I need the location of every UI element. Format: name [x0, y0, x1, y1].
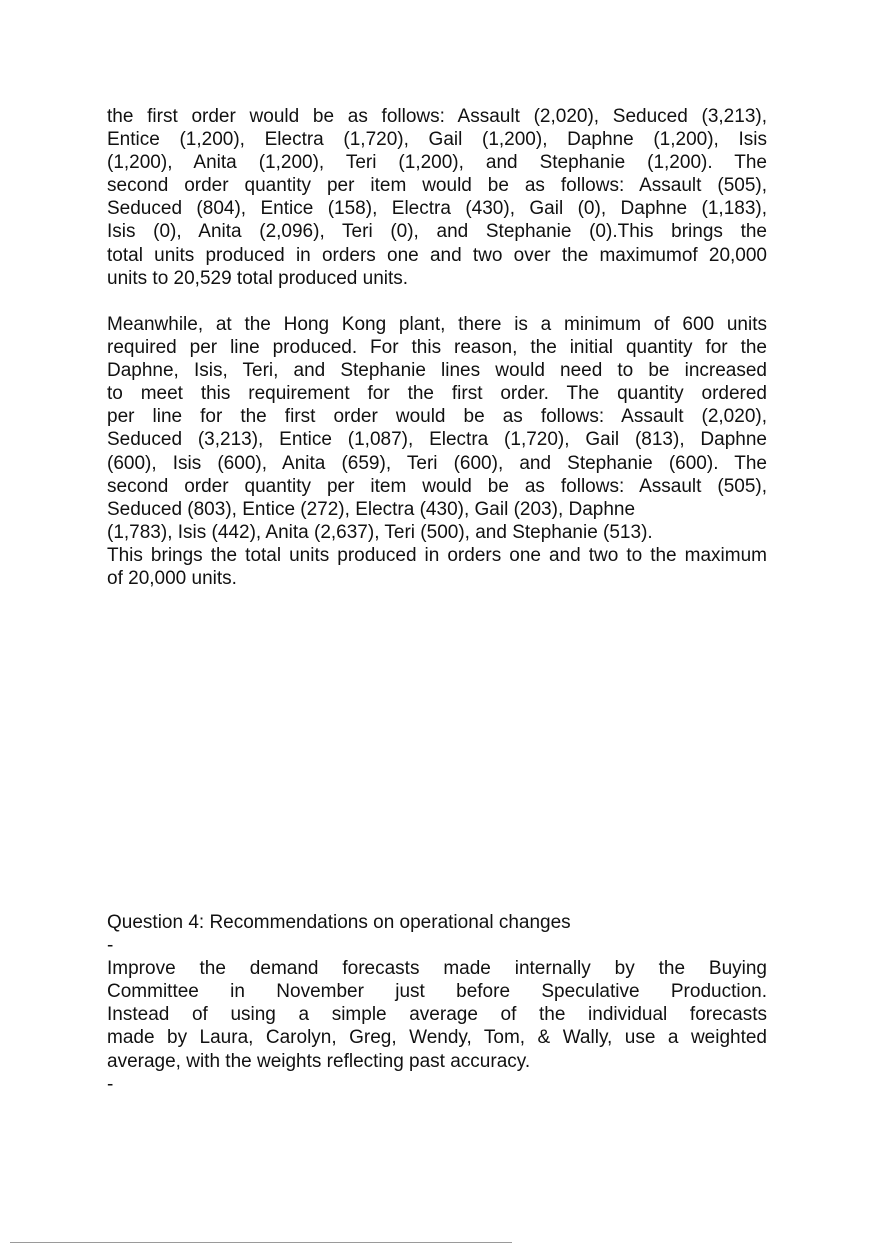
- text-line: Committee in November just before Speculative Production.: [107, 981, 767, 1003]
- text-line: (1,200), Anita (1,200), Teri (1,200), and Stephanie (1,200). The: [107, 152, 767, 174]
- bullet-dash: -: [107, 935, 114, 957]
- text-line: Seduced (803), Entice (272), Electra (430), Gail (203), Daphne: [107, 498, 636, 520]
- text-line: of 20,000 units.: [107, 568, 237, 590]
- paragraph-order-quantities: [107, 105, 767, 290]
- footer-divider: [10, 1242, 512, 1243]
- text-line: required per line produced. For this reason, the initial quantity for the: [107, 337, 767, 359]
- text-line: Seduced (804), Entice (158), Electra (430), Gail (0), Daphne (1,183),: [107, 198, 767, 220]
- text-line: per line for the first order would be as follows: Assault (2,020),: [107, 406, 767, 428]
- text-line: to meet this requirement for the first order. The quantity ordered: [107, 383, 767, 405]
- text-line: Daphne, Isis, Teri, and Stephanie lines would need to be increased: [107, 360, 767, 382]
- text-line: Improve the demand forecasts made internally by the Buying: [107, 958, 767, 980]
- question-4-section: [107, 911, 767, 1096]
- section-heading: Question 4: Recommendations on operational changes: [107, 912, 571, 933]
- text-line: This brings the total units produced in orders one and two to the maximum: [107, 544, 767, 566]
- text-line: (600), Isis (600), Anita (659), Teri (600), and Stephanie (600). The: [107, 452, 767, 474]
- text-line: Entice (1,200), Electra (1,720), Gail (1,200), Daphne (1,200), Isis: [107, 129, 767, 151]
- text-line: Isis (0), Anita (2,096), Teri (0), and Stephanie (0).This brings the: [107, 221, 767, 243]
- text-line: second order quantity per item would be as follows: Assault (505),: [107, 175, 767, 197]
- text-line: Seduced (3,213), Entice (1,087), Electra (1,720), Gail (813), Daphne: [107, 429, 767, 451]
- text-line: units to 20,529 total produced units.: [107, 267, 409, 289]
- text-line: second order quantity per item would be as follows: Assault (505),: [107, 475, 767, 497]
- text-line: Meanwhile, at the Hong Kong plant, there is a minimum of 600 units: [107, 314, 767, 335]
- bullet-dash: -: [107, 1073, 114, 1095]
- text-line: made by Laura, Carolyn, Greg, Wendy, Tom, & Wally, use a weighted: [107, 1027, 767, 1049]
- text-line: average, with the weights reflecting past accuracy.: [107, 1050, 531, 1072]
- paragraph-hong-kong-plant: [107, 313, 767, 590]
- text-line: Instead of using a simple average of the individual forecasts: [107, 1004, 767, 1026]
- text-line: (1,783), Isis (442), Anita (2,637), Teri (500), and Stephanie (513).: [107, 521, 653, 543]
- text-line: total units produced in orders one and two over the maximumof 20,000: [107, 244, 767, 266]
- text-line: the first order would be as follows: Assault (2,020), Seduced (3,213),: [107, 106, 767, 127]
